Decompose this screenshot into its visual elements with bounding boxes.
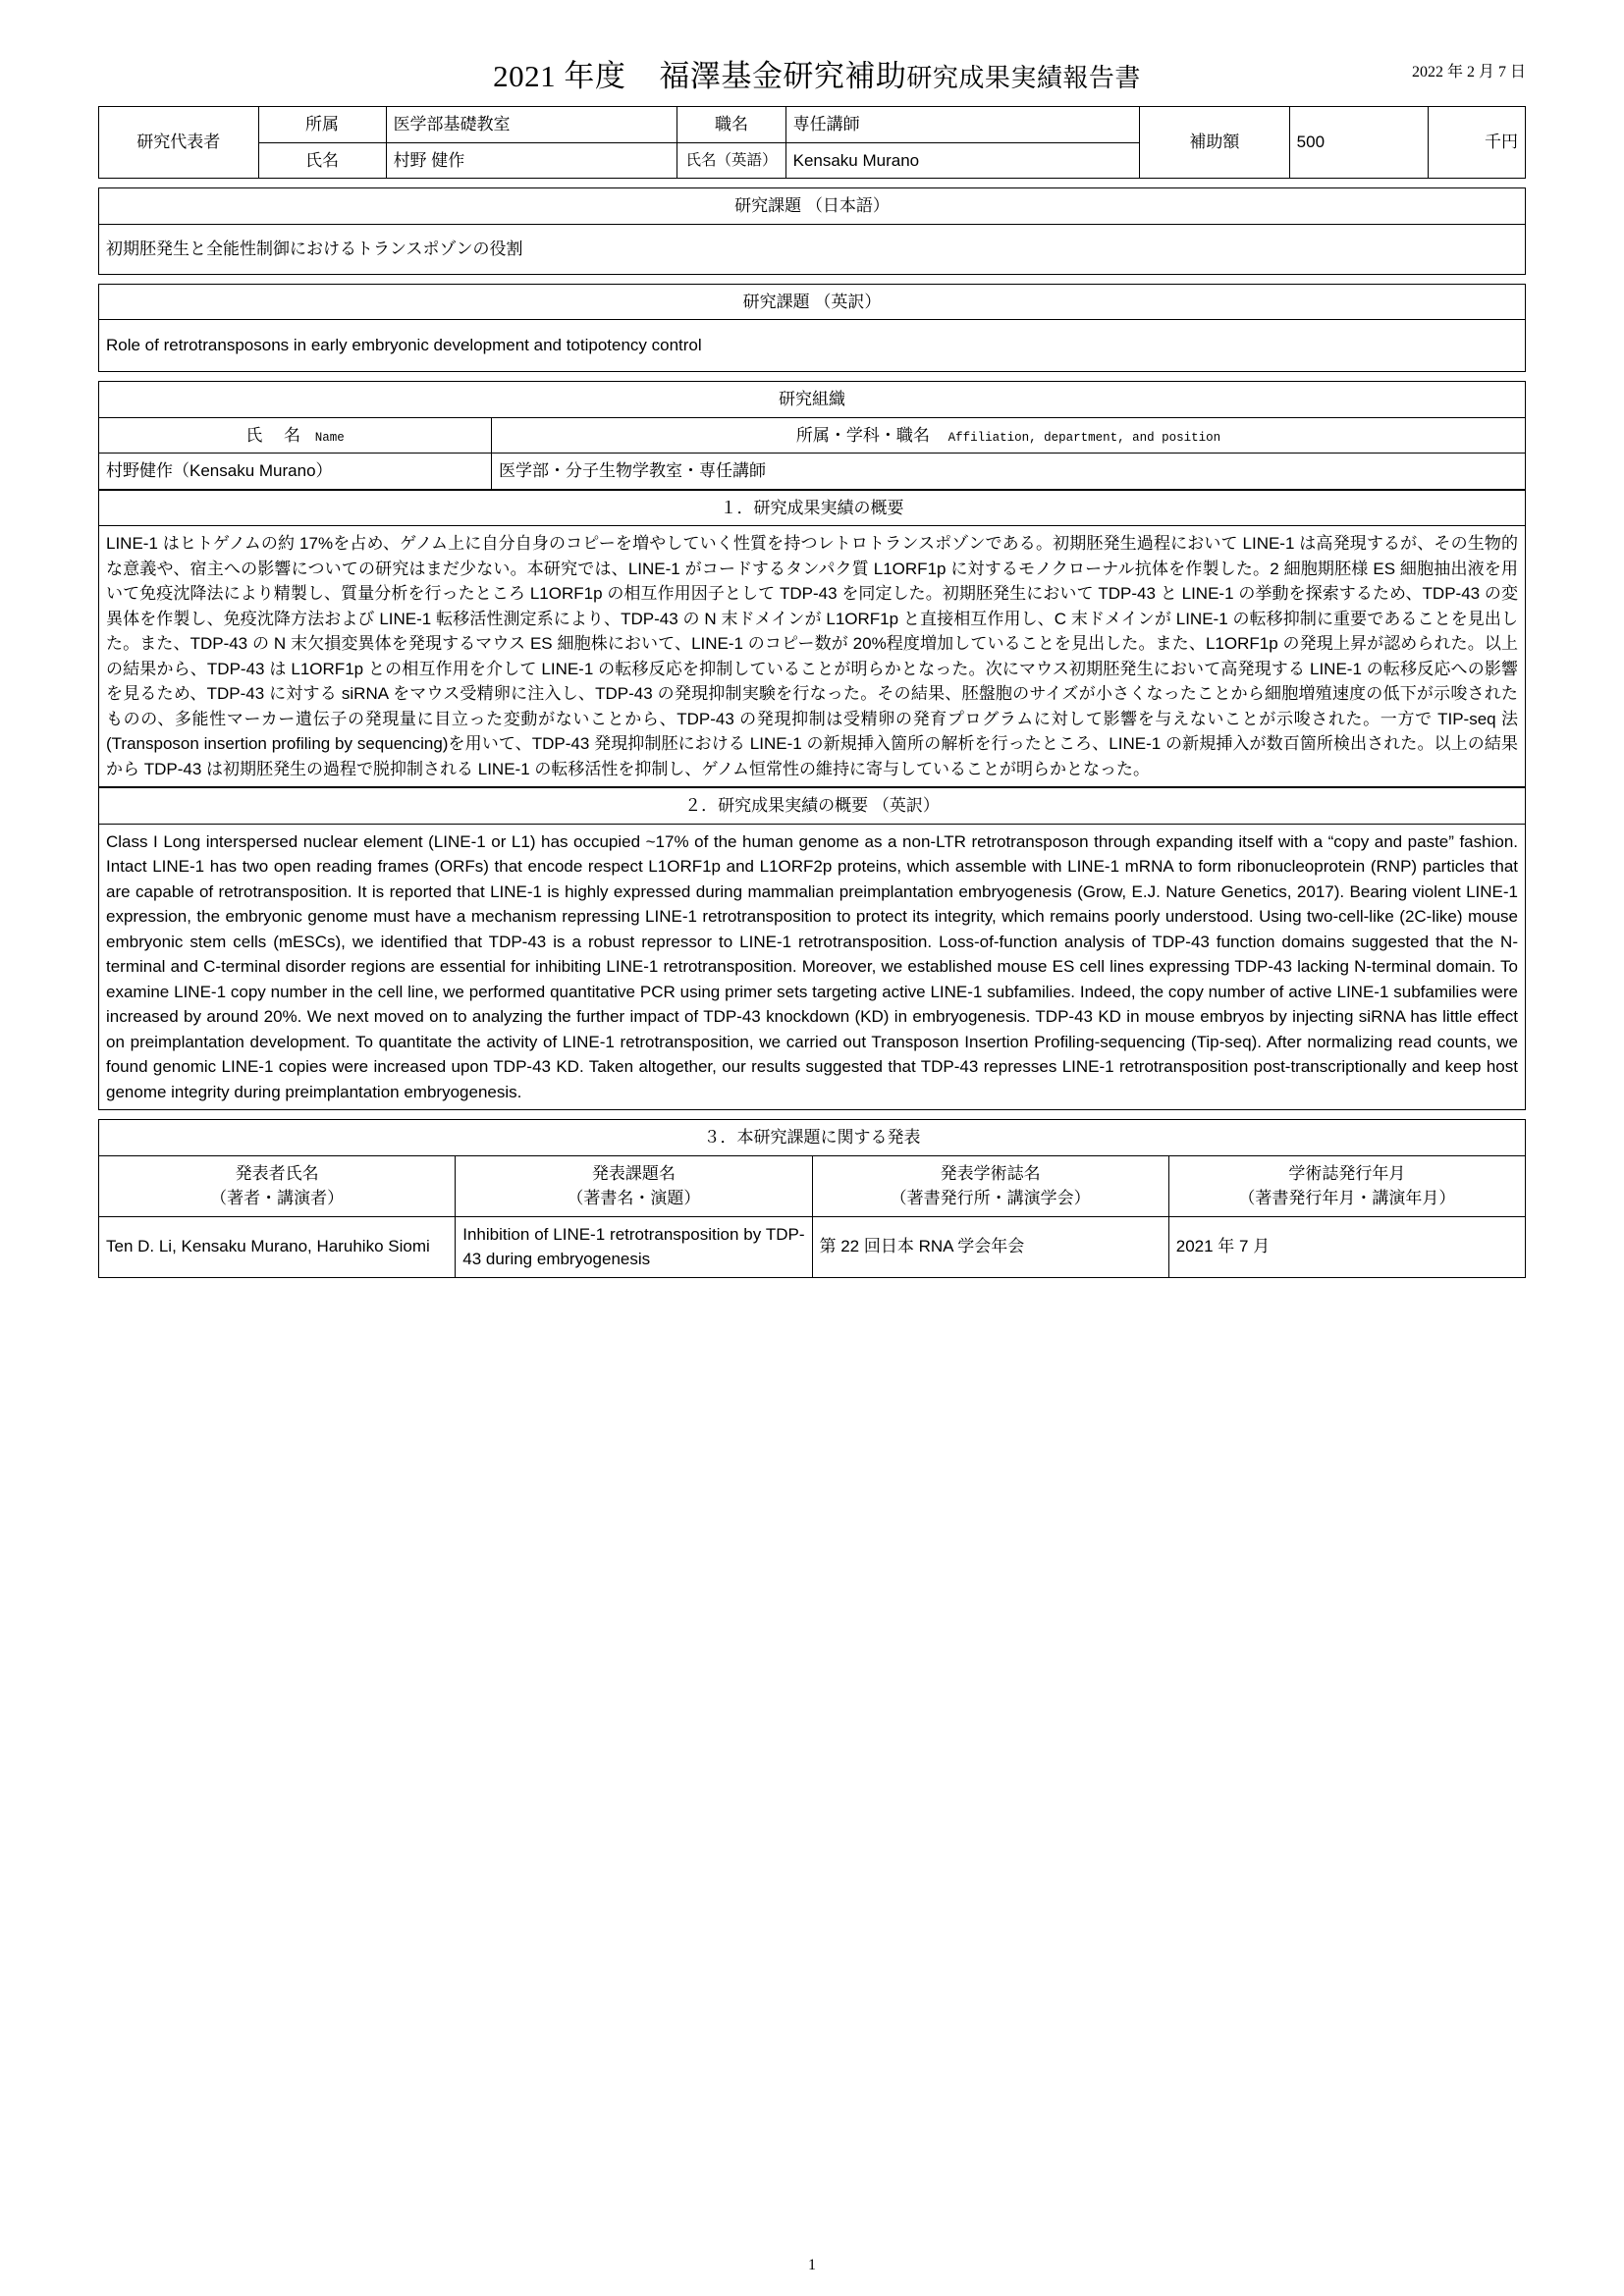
theme-en-table	[98, 284, 1526, 373]
summary-jp-table	[98, 490, 1526, 788]
page-number: 1	[808, 2257, 816, 2273]
table-row	[99, 824, 1526, 1110]
theme-en-header: 研究課題 （英訳）	[99, 284, 1526, 320]
table-row	[99, 1155, 1526, 1216]
name-label: 氏名	[258, 142, 386, 179]
organization-table	[98, 381, 1526, 490]
publications-col-authors-line2: （著者・講演者）	[210, 1189, 345, 1207]
organization-col-name-en: Name	[314, 430, 345, 445]
applicant-table	[98, 106, 1526, 179]
publications-col-authors-line1: 発表者氏名	[235, 1163, 319, 1183]
organization-col-affiliation	[492, 417, 1526, 454]
organization-col-affil-jp: 所属・学科・職名	[795, 425, 930, 445]
publications-col-authors	[99, 1155, 456, 1216]
name-en-label: 氏名（英語）	[677, 142, 785, 179]
publications-col-title	[456, 1155, 812, 1216]
publications-col-journal-line2: （著書発行所・講演学会）	[890, 1189, 1091, 1207]
theme-jp-value: 初期胚発生と全能性制御におけるトランスポゾンの役割	[99, 224, 1526, 274]
position-label: 職名	[677, 107, 785, 143]
table-row	[99, 490, 1526, 526]
table-row	[99, 224, 1526, 274]
publications-col-journal-line1: 発表学術誌名	[940, 1163, 1041, 1183]
affiliation-value: 医学部基礎教室	[386, 107, 677, 143]
organization-member-affiliation: 医学部・分子生物学教室・専任講師	[492, 454, 1526, 490]
page-header	[98, 51, 1526, 106]
table-row	[99, 1216, 1526, 1277]
summary-en-header: ２．研究成果実績の概要 （英訳）	[99, 788, 1526, 825]
table-row	[99, 1120, 1526, 1156]
summary-jp-body: LINE-1 はヒトゲノムの約 17%を占め、ゲノム上に自分自身のコピーを増やしていく性質を持つレトロトランスポゾンである。初期胚発生過程において LINE-1 は高発現するが、その生物的な意義や、宿主への影響についての研究はまだ少ない。本研究では、LINE-1 がコードするタンパク質 L1ORF1p に対するモノクローナル抗体を作製した。2 細胞期胚様 ES 細胞抽出液を用いて免疫沈降法により精製し、質量分析を行ったところ L1ORF1p の相互作用因子として TDP-43 を同定した。初期胚発生において TDP-43 と LINE-1 の挙動を探索するため、TDP-43 の変異体を作製し、免疫沈降方法および LINE-1 転移活性測定系により、TDP-43 の N 末ドメインが L1ORF1p と直接相互作用し、C 末ドメインが LINE-1 の転移抑制に重要であることを見出した。また、TDP-43 の N 末欠損変異体を発現するマウス ES 細胞株において、LINE-1 のコピー数が 20%程度増加していることを見出した。また、L1ORF1p の発現上昇が認められた。以上の結果から、TDP-43 は L1ORF1p との相互作用を介して LINE-1 の転移反応を抑制していることが明らかとなった。次にマウス初期胚発生において高発現する LINE-1 の転移反応への影響を見るため、TDP-43 に対する siRNA をマウス受精卵に注入し、TDP-43 の発現抑制実験を行なった。その結果、胚盤胞のサイズが小さくなったことから細胞増殖速度の低下が示唆されたものの、多能性マーカー遺伝子の発現量に目立った変動がないことから、TDP-43 の発現抑制は受精卵の発育プログラムに対して影響を与えないことが示唆された。一方で TIP-seq 法(Transposon insertion profiling by sequencing)を用いて、TDP-43 発現抑制胚における LINE-1 の新規挿入箇所の解析を行ったところ、LINE-1 の新規挿入が数百箇所検出された。以上の結果から TDP-43 は初期胚発生の過程で脱抑制される LINE-1 の転移活性を抑制し、ゲノム恒常性の維持に寄与していることが明らかとなった。	[99, 526, 1526, 787]
publications-col-date-line2: （著書発行年月・講演年月）	[1238, 1189, 1456, 1207]
organization-col-name	[99, 417, 492, 454]
section-spacer	[98, 1110, 1526, 1119]
table-row	[99, 526, 1526, 787]
publication-journal: 第 22 回日本 RNA 学会年会	[812, 1216, 1168, 1277]
table-row	[99, 788, 1526, 825]
theme-jp-table	[98, 187, 1526, 275]
publication-title: Inhibition of LINE-1 retrotransposition by TDP-43 during embryogenesis	[456, 1216, 812, 1277]
organization-col-affil-en: Affiliation, department, and position	[947, 430, 1221, 445]
theme-jp-header: 研究課題 （日本語）	[99, 188, 1526, 225]
grant-value: 500	[1289, 107, 1428, 179]
organization-header: 研究組織	[99, 382, 1526, 418]
publication-date: 2021 年 7 月	[1168, 1216, 1525, 1277]
grant-unit: 千円	[1429, 107, 1526, 179]
publications-header: ３．本研究課題に関する発表	[99, 1120, 1526, 1156]
title-year: 2021 年度	[493, 59, 626, 93]
theme-en-value: Role of retrotransposons in early embryonic development and totipotency control	[99, 320, 1526, 372]
name-value: 村野 健作	[386, 142, 677, 179]
table-row	[99, 188, 1526, 225]
publications-col-date	[1168, 1155, 1525, 1216]
title-sub: 研究成果実績報告書	[906, 64, 1141, 92]
table-row	[99, 382, 1526, 418]
table-row	[99, 417, 1526, 454]
publications-col-journal	[812, 1155, 1168, 1216]
table-row	[99, 107, 1526, 143]
publications-col-date-line1: 学術誌発行年月	[1288, 1163, 1406, 1183]
publications-table	[98, 1119, 1526, 1278]
table-row	[99, 454, 1526, 490]
summary-en-table	[98, 787, 1526, 1110]
position-value: 専任講師	[785, 107, 1139, 143]
page-title	[98, 51, 1526, 95]
publications-col-title-line1: 発表課題名	[591, 1163, 676, 1183]
summary-en-body: Class I Long interspersed nuclear element (LINE-1 or L1) has occupied ~17% of the human genome as a non-LTR retrotransposon through expanding itself with a “copy and paste” fashion. Intact LINE-1 has two open reading frames (ORFs) that encode respect L1ORF1p and L1ORF2p proteins, which assemble with LINE-1 mRNA to form ribonucleoprotein (RNP) particles that are capable of retrotransposition. It is reported that LINE-1 is highly expressed during mammalian preimplantation embryogenesis (Grow, E.J. Nature Genetics, 2017). Bearing violent LINE-1 expression, the embryonic genome must have a mechanism repressing LINE-1 retrotransposition to protect its integrity, which remains poorly understood. Using two-cell-like (2C-like) mouse embryonic stem cells (mESCs), we identified that TDP-43 is a robust repressor to LINE-1 retrotransposition. Loss-of-function analysis of TDP-43 function domains suggested that the N-terminal and C-terminal disorder regions are essential for inhibiting LINE-1 retrotransposition. Moreover, we established mouse ES cell lines expressing TDP-43 lacking N-terminal domain. To examine LINE-1 copy number in the cell line, we performed quantitative PCR using primer sets targeting active LINE-1 subfamilies. Indeed, the copy number of active LINE-1 subfamilies were increased by around 20%. We next moved on to analyzing the further impact of TDP-43 knockdown (KD) in embryogenesis. TDP-43 KD in mouse embryos by injecting siRNA has little effect on preimplantation development. To quantitate the activity of LINE-1 retrotransposition, we carried out Transposon Insertion Profiling-sequencing (Tip-seq). After normalizing read counts, we found genomic LINE-1 copies were increased upon TDP-43 KD. Taken altogether, our results suggested that TDP-43 represses LINE-1 retrotransposition post-transcriptionally and keep host genome integrity during preimplantation embryogenesis.	[99, 824, 1526, 1110]
summary-jp-header: １．研究成果実績の概要	[99, 490, 1526, 526]
table-row	[99, 320, 1526, 372]
organization-col-name-jp: 氏 名	[245, 425, 300, 445]
title-main: 福澤基金研究補助	[659, 59, 907, 93]
applicant-row-label: 研究代表者	[99, 107, 259, 179]
affiliation-label: 所属	[258, 107, 386, 143]
publication-authors: Ten D. Li, Kensaku Murano, Haruhiko Siomi	[99, 1216, 456, 1277]
report-date: 2022 年 2 月 7 日	[1411, 64, 1526, 80]
publications-col-title-line2: （著書名・演題）	[567, 1189, 701, 1207]
name-en-value: Kensaku Murano	[785, 142, 1139, 179]
table-row	[99, 284, 1526, 320]
organization-member-name: 村野健作（Kensaku Murano）	[99, 454, 492, 490]
grant-label: 補助額	[1140, 107, 1290, 179]
